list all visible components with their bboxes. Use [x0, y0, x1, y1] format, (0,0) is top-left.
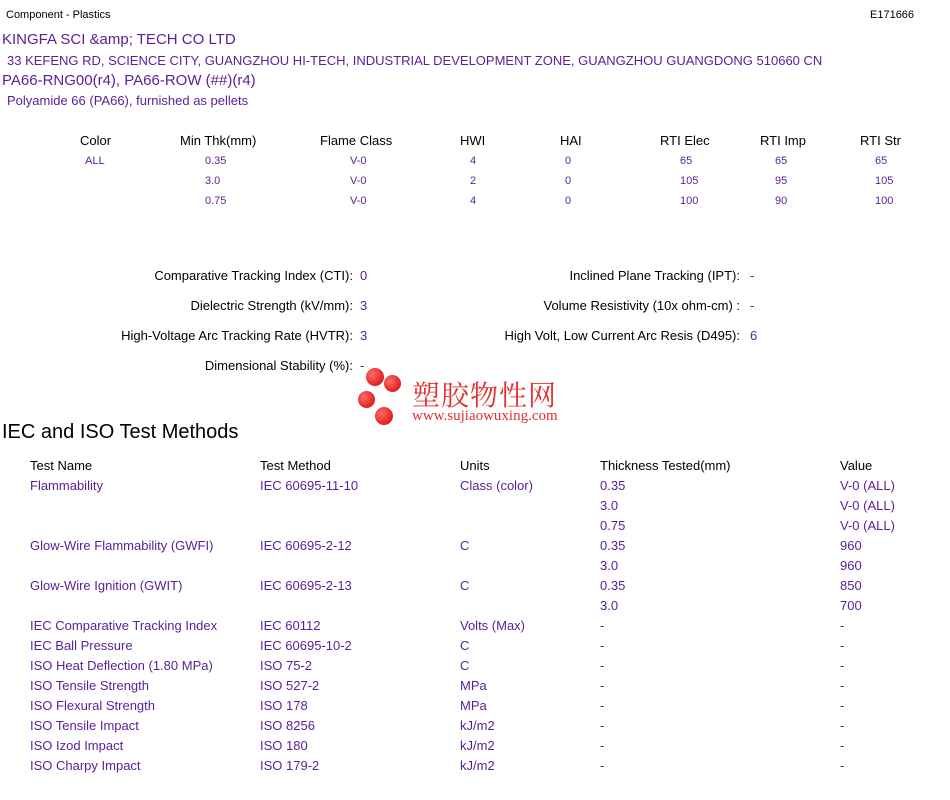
value-cell: V-0 (ALL) [840, 498, 895, 513]
table-cell: V-0 [350, 175, 367, 187]
table-cell: 0.75 [205, 195, 227, 207]
col-header-value: Value [840, 458, 873, 473]
col-header-hai: HAI [560, 133, 582, 148]
value-cell: - [840, 658, 845, 673]
test-method-cell: ISO 180 [260, 738, 308, 753]
thickness-cell: - [600, 638, 605, 653]
thickness-cell: 3.0 [600, 558, 619, 573]
table-cell: 0 [565, 155, 572, 167]
table-cell: 2 [470, 175, 477, 187]
table-cell: 0 [565, 195, 572, 207]
value-cell: - [840, 638, 845, 653]
table-cell: 3.0 [205, 175, 221, 187]
section-title-iec-iso: IEC and ISO Test Methods [2, 421, 239, 443]
test-method-cell: ISO 179-2 [260, 758, 320, 773]
col-header-test-method: Test Method [260, 458, 331, 473]
product-name: PA66-RNG00(r4), PA66-ROW (##)(r4) [2, 72, 256, 89]
table-cell: 65 [775, 155, 788, 167]
file-number: E171666 [870, 9, 915, 21]
value-cell: V-0 (ALL) [840, 518, 895, 533]
value-cell: - [840, 618, 845, 633]
table-cell: 90 [775, 195, 788, 207]
units-cell: kJ/m2 [460, 738, 495, 753]
col-header-flame-class: Flame Class [320, 133, 393, 148]
col-header-rti-str: RTI Str [860, 133, 901, 148]
value-cell: 850 [840, 578, 862, 593]
thickness-cell: - [600, 698, 605, 713]
table-cell: 100 [680, 195, 699, 207]
test-name-cell: ISO Tensile Strength [30, 678, 149, 693]
test-name-cell: ISO Heat Deflection (1.80 MPa) [30, 658, 213, 673]
table-cell: 105 [680, 175, 699, 187]
units-cell: kJ/m2 [460, 718, 495, 733]
test-method-cell: ISO 178 [260, 698, 308, 713]
cti-label: Comparative Tracking Index (CTI): [154, 268, 353, 283]
ipt-value: - [750, 268, 755, 283]
col-header-rti-imp: RTI Imp [760, 133, 806, 148]
test-method-cell: ISO 8256 [260, 718, 315, 733]
thickness-cell: 0.35 [600, 478, 626, 493]
test-name-cell: ISO Charpy Impact [30, 758, 141, 773]
test-name-cell: ISO Tensile Impact [30, 718, 139, 733]
value-cell: - [840, 758, 845, 773]
d495-value: 6 [750, 328, 758, 343]
thickness-cell: - [600, 758, 605, 773]
table-cell: V-0 [350, 155, 367, 167]
table-cell: 65 [875, 155, 888, 167]
test-method-cell: IEC 60695-2-12 [260, 538, 352, 553]
table-cell: 100 [875, 195, 894, 207]
table-cell: 4 [470, 195, 477, 207]
test-method-cell: IEC 60695-11-10 [260, 478, 359, 493]
units-cell: C [460, 658, 470, 673]
thickness-cell: 3.0 [600, 498, 619, 513]
col-header-thickness: Thickness Tested(mm) [600, 458, 731, 473]
units-cell: C [460, 578, 470, 593]
table-cell: 95 [775, 175, 788, 187]
ipt-label: Inclined Plane Tracking (IPT): [569, 268, 740, 283]
watermark-text: 塑胶物性网 [412, 379, 558, 412]
test-name-cell: Glow-Wire Ignition (GWIT) [30, 578, 183, 593]
thickness-cell: 0.75 [600, 518, 626, 533]
value-cell: 960 [840, 558, 862, 573]
test-method-cell: IEC 60695-2-13 [260, 578, 352, 593]
thickness-cell: - [600, 718, 605, 733]
table-cell: 65 [680, 155, 693, 167]
value-cell: - [840, 678, 845, 693]
col-header-color: Color [80, 133, 112, 148]
product-description: Polyamide 66 (PA66), furnished as pellets [7, 93, 249, 108]
thickness-cell: - [600, 738, 605, 753]
dielectric-strength-value: 3 [360, 298, 368, 313]
thickness-cell: - [600, 658, 605, 673]
value-cell: - [840, 718, 845, 733]
volume-resistivity-label: Volume Resistivity (10x ohm-cm) : [543, 298, 740, 313]
thickness-cell: 0.35 [600, 538, 626, 553]
col-header-hwi: HWI [460, 133, 486, 148]
thickness-cell: - [600, 678, 605, 693]
col-header-min-thk: Min Thk(mm) [180, 133, 257, 148]
dielectric-strength-label: Dielectric Strength (kV/mm): [190, 298, 353, 313]
units-cell: MPa [460, 698, 487, 713]
thickness-cell: 0.35 [600, 578, 626, 593]
test-name-cell: ISO Flexural Strength [30, 698, 155, 713]
d495-label: High Volt, Low Current Arc Resis (D495): [504, 328, 740, 343]
test-method-cell: IEC 60695-10-2 [260, 638, 352, 653]
col-header-rti-elec: RTI Elec [660, 133, 710, 148]
units-cell: C [460, 538, 470, 553]
units-cell: Volts (Max) [460, 618, 526, 633]
units-cell: Class (color) [460, 478, 533, 493]
volume-resistivity-value: - [750, 298, 755, 313]
table-cell: 0.35 [205, 155, 227, 167]
table-cell: V-0 [350, 195, 367, 207]
test-method-cell: ISO 75-2 [260, 658, 313, 673]
test-name-cell: Flammability [30, 478, 103, 493]
hvtr-value: 3 [360, 328, 368, 343]
thickness-cell: - [600, 618, 605, 633]
units-cell: C [460, 638, 470, 653]
table-cell: ALL [85, 155, 105, 167]
table-cell: 0 [565, 175, 572, 187]
value-cell: - [840, 738, 845, 753]
test-name-cell: IEC Comparative Tracking Index [30, 618, 218, 633]
value-cell: 960 [840, 538, 862, 553]
hvtr-label: High-Voltage Arc Tracking Rate (HVTR): [121, 328, 353, 343]
units-cell: kJ/m2 [460, 758, 495, 773]
value-cell: - [840, 698, 845, 713]
value-cell: V-0 (ALL) [840, 478, 895, 493]
watermark-url: www.sujiaowuxing.com [412, 408, 558, 424]
category-label: Component - Plastics [6, 9, 111, 21]
test-method-cell: ISO 527-2 [260, 678, 320, 693]
units-cell: MPa [460, 678, 487, 693]
dimensional-stability-value: - [360, 358, 365, 373]
company-address: 33 KEFENG RD, SCIENCE CITY, GUANGZHOU HI-TECH, INDUSTRIAL DEVELOPMENT ZONE, GUANGZHOU GUANGDONG 510660 CN [7, 53, 823, 68]
col-header-units: Units [460, 458, 490, 473]
cti-value: 0 [360, 268, 368, 283]
value-cell: 700 [840, 598, 862, 613]
thickness-cell: 3.0 [600, 598, 619, 613]
test-name-cell: ISO Izod Impact [30, 738, 124, 753]
test-method-cell: IEC 60112 [260, 618, 321, 633]
table-cell: 105 [875, 175, 894, 187]
dimensional-stability-label: Dimensional Stability (%): [204, 358, 353, 373]
test-name-cell: IEC Ball Pressure [30, 638, 133, 653]
company-name: KINGFA SCI &amp; TECH CO LTD [2, 31, 236, 48]
col-header-test-name: Test Name [30, 458, 93, 473]
test-name-cell: Glow-Wire Flammability (GWFI) [30, 538, 214, 553]
table-cell: 4 [470, 155, 477, 167]
